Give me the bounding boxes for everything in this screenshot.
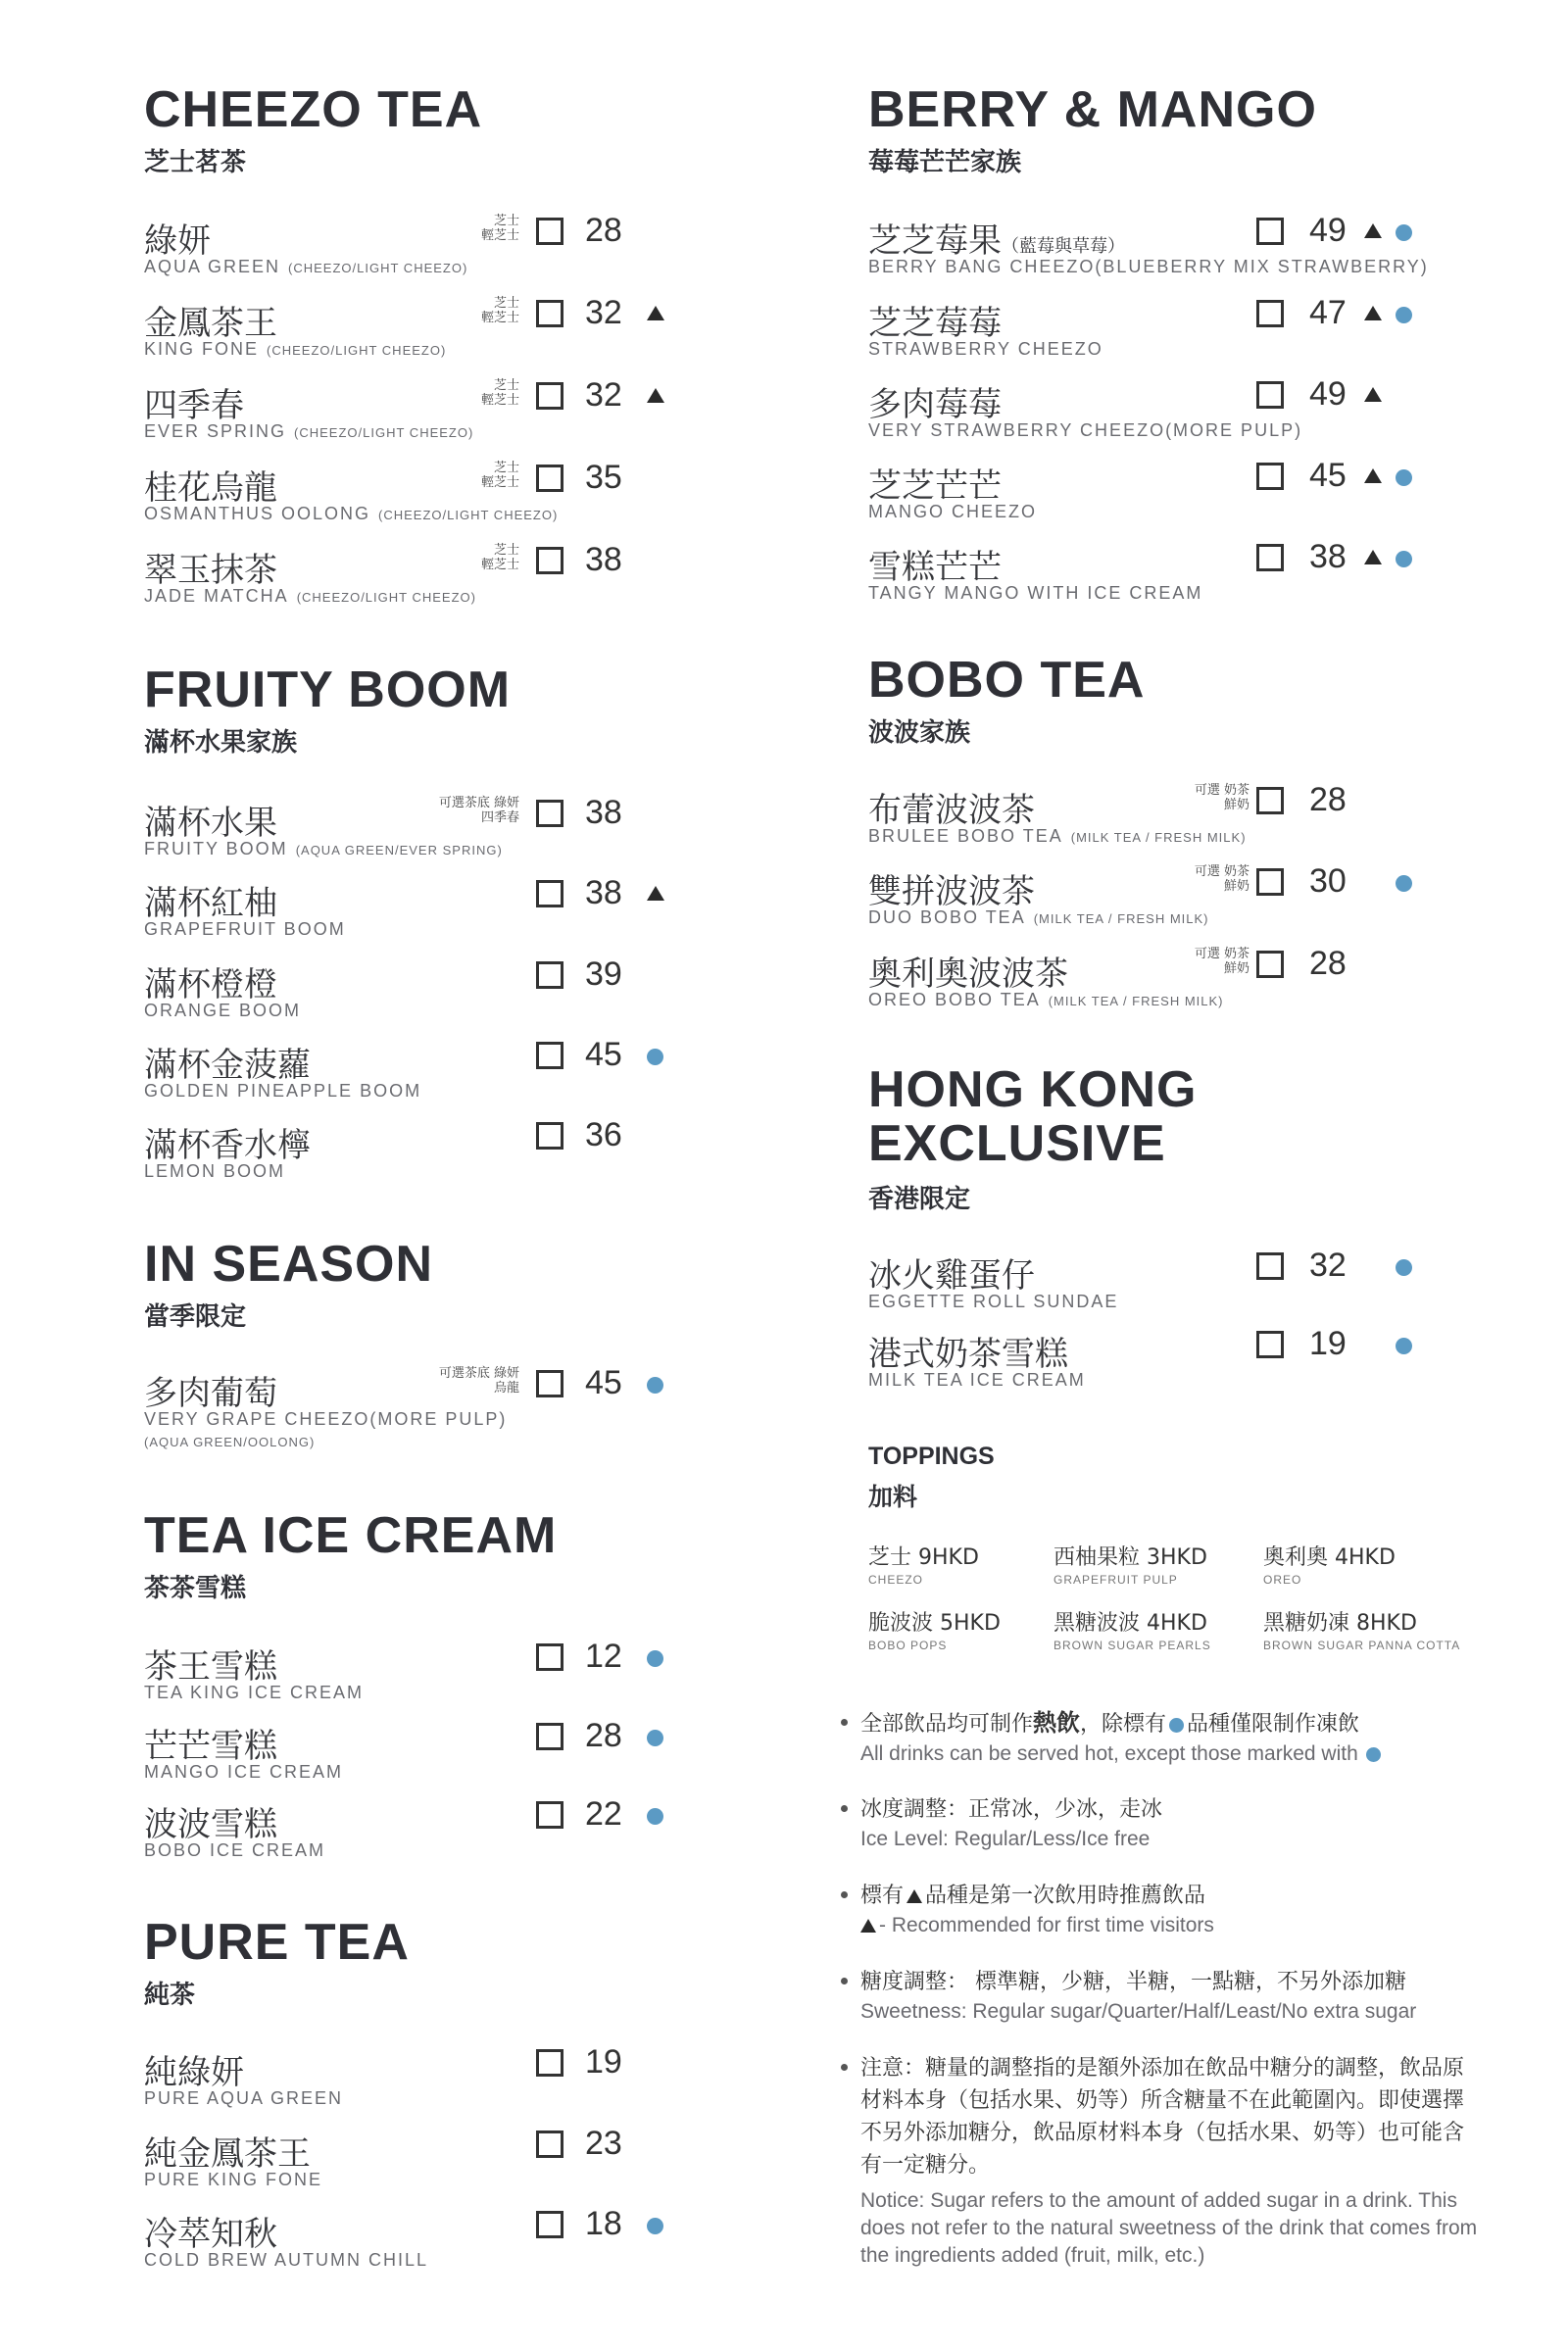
checkbox[interactable] — [536, 961, 564, 989]
item-name-text: 茶王雪糕 — [144, 1647, 277, 1687]
item-option-label: 芝士 輕芝士 — [480, 296, 519, 325]
topping-name: 黑糖波波 4HKD — [1054, 1611, 1207, 1636]
item-name-en — [144, 1683, 364, 1703]
blue-dot-icon — [647, 1650, 663, 1667]
item-name-zh — [868, 1249, 1035, 1297]
checkbox[interactable] — [536, 218, 564, 245]
blue-dot-icon — [1396, 1259, 1412, 1276]
item-option-label: 可選 奶茶 鮮奶 — [1194, 864, 1250, 894]
menu-item[interactable] — [868, 540, 1425, 609]
item-name-en-text: DUO BOBO TEA — [868, 907, 1026, 927]
item-option-label: 芝士 輕芝士 — [480, 378, 519, 408]
item-name-text: 芝芝莓果 — [868, 221, 1002, 261]
bullet — [841, 1891, 848, 1898]
checkbox[interactable] — [1256, 951, 1284, 978]
item-name-en — [868, 990, 1224, 1010]
triangle-icon — [1364, 550, 1382, 564]
menu-item[interactable] — [144, 1719, 676, 1788]
item-name-en — [868, 826, 1247, 847]
item-name-en — [144, 1762, 343, 1783]
triangle-icon — [1364, 387, 1382, 402]
section-title: TEA ICE CREAM — [144, 1507, 558, 1564]
item-price: 28 — [1309, 945, 1347, 982]
blue-dot-icon — [647, 2218, 663, 2234]
topping-name: 脆波波 5HKD — [868, 1611, 1001, 1636]
section-subtitle: 香港限定 — [868, 1185, 971, 1214]
item-name-zh — [144, 2127, 311, 2175]
section-subtitle: 波波家族 — [868, 718, 971, 748]
item-price: 19 — [1309, 1325, 1347, 1362]
item-price: 28 — [585, 1717, 622, 1754]
note-text: ，除標有 — [1080, 1712, 1167, 1737]
item-name-en-text: PURE KING FONE — [144, 2170, 323, 2189]
topping-name-en: OREO — [1263, 1573, 1302, 1587]
checkbox[interactable] — [1256, 463, 1284, 490]
item-name-zh — [144, 1366, 277, 1414]
triangle-icon — [860, 1919, 876, 1933]
item-name-en — [868, 420, 1302, 441]
item-price: 32 — [585, 294, 622, 331]
item-name-en — [868, 583, 1202, 604]
blue-dot-icon — [647, 1730, 663, 1746]
section-subtitle: 芝士茗茶 — [144, 148, 247, 177]
item-name-en — [144, 257, 467, 277]
section-title: CHEEZO TEA — [144, 81, 483, 138]
item-name-zh — [144, 876, 277, 924]
blue-dot-icon — [1396, 875, 1412, 892]
item-price: 38 — [585, 541, 622, 578]
item-price: 45 — [585, 1036, 622, 1073]
item-name-en-note: (MILK TEA / FRESH MILK) — [1070, 830, 1247, 845]
item-name-zh — [144, 1640, 277, 1688]
item-name-text: 雙拼波波茶 — [868, 872, 1035, 911]
item-name-text: 純綠妍 — [144, 2053, 244, 2092]
section-title: BOBO TEA — [868, 652, 1146, 709]
item-name-text: 波波雪糕 — [144, 1805, 277, 1844]
triangle-icon — [906, 1889, 922, 1903]
item-name-zh — [868, 1327, 1068, 1375]
checkbox[interactable] — [536, 880, 564, 907]
menu-item[interactable] — [144, 2045, 676, 2114]
checkbox[interactable] — [1256, 300, 1284, 327]
item-name-en-text: EVER SPRING — [144, 421, 287, 441]
item-name-en-text: TEA KING ICE CREAM — [144, 1683, 365, 1702]
item-name-zh — [144, 957, 277, 1005]
menu-item[interactable] — [868, 377, 1425, 446]
item-name-zh — [868, 864, 1035, 912]
item-name-zh — [868, 459, 1002, 507]
blue-dot-icon — [1396, 551, 1412, 567]
item-name-en-text: LEMON BOOM — [144, 1161, 286, 1181]
menu-item[interactable] — [144, 214, 676, 282]
checkbox[interactable] — [536, 1122, 564, 1150]
topping-name: 西柚果粒 3HKD — [1054, 1545, 1207, 1570]
menu-item[interactable] — [868, 296, 1425, 365]
menu-item[interactable] — [144, 2127, 676, 2195]
blue-dot-icon — [647, 1808, 663, 1825]
item-name-en — [144, 2088, 343, 2109]
note-text: 標有 — [860, 1884, 905, 1908]
item-name-en-note: (MILK TEA / FRESH MILK) — [1048, 994, 1224, 1008]
item-name-en-text: AQUA GREEN — [144, 257, 281, 276]
item-name-en-note: (CHEEZO/LIGHT CHEEZO) — [378, 508, 559, 522]
item-name-en — [144, 2170, 322, 2190]
item-price: 35 — [585, 459, 622, 496]
item-name-zh — [144, 1038, 311, 1086]
item-name-text: 雪糕芒芒 — [868, 548, 1002, 587]
item-name-text: 多肉葡萄 — [144, 1374, 277, 1413]
section-subtitle: 茶茶雪糕 — [144, 1574, 247, 1603]
bullet — [841, 1805, 848, 1812]
item-name-en-text: BRULEE BOBO TEA — [868, 826, 1063, 846]
blue-dot-icon — [1396, 307, 1412, 323]
item-name-text: 布蕾波波茶 — [868, 791, 1035, 830]
item-name-en — [868, 907, 1209, 928]
item-name-en-text: VERY STRAWBERRY CHEEZO(MORE PULP) — [868, 420, 1303, 440]
note-bold-text: 熱飲 — [1033, 1709, 1081, 1737]
item-name-en — [144, 586, 476, 607]
note-text: 品種是第一次飲用時推薦飲品 — [925, 1884, 1206, 1908]
toppings-title: TOPPINGS — [868, 1443, 995, 1470]
item-price: 49 — [1309, 375, 1347, 413]
checkbox[interactable] — [536, 1723, 564, 1750]
item-name-zh — [868, 783, 1035, 831]
bullet — [841, 1719, 848, 1726]
triangle-icon — [1364, 223, 1382, 238]
menu-item[interactable] — [144, 461, 676, 529]
note-text: 品種僅限制作凍飲 — [1187, 1712, 1360, 1737]
item-name-en — [144, 839, 503, 859]
item-name-en-text: MILK TEA ICE CREAM — [868, 1370, 1086, 1390]
item-price: 36 — [585, 1116, 622, 1153]
item-price: 22 — [585, 1795, 622, 1833]
section-subtitle: 純茶 — [144, 1981, 196, 2010]
topping-name: 奧利奧 4HKD — [1263, 1545, 1396, 1570]
item-name-en — [144, 1840, 325, 1861]
topping-name-en: CHEEZO — [868, 1573, 924, 1587]
item-name-en — [144, 919, 346, 940]
menu-item[interactable] — [144, 378, 676, 447]
item-name-zh — [144, 796, 277, 844]
item-name-zh — [144, 1118, 311, 1166]
blue-dot-icon — [1169, 1718, 1184, 1733]
menu-item[interactable] — [144, 876, 676, 945]
item-name-zh — [144, 214, 211, 262]
topping-name-en: GRAPEFRUIT PULP — [1054, 1573, 1178, 1587]
item-name-en-text: GRAPEFRUIT BOOM — [144, 919, 346, 939]
item-name-en-text: BERRY BANG CHEEZO(BLUEBERRY MIX STRAWBERRY) — [868, 257, 1429, 276]
item-option-label: 可選茶底 綠妍 烏龍 — [438, 1366, 519, 1396]
menu-item[interactable] — [868, 947, 1425, 1015]
item-option-label: 芝士 輕芝士 — [480, 214, 519, 243]
item-name-zh — [144, 1719, 277, 1767]
note-text-en: Notice: Sugar refers to the amount of added sugar in a drink. This does not refer to the natural sweetness of the drink that comes from the ingredients added (fruit, milk, etc.) — [860, 2189, 1478, 2267]
item-name-en-note: (CHEEZO/LIGHT CHEEZO) — [267, 343, 447, 358]
checkbox[interactable] — [1256, 381, 1284, 409]
item-name-zh — [144, 2045, 244, 2093]
note-text: 冰度調整：正常冰，少冰，走冰 — [860, 1797, 1163, 1822]
note-hot-drinks — [860, 1707, 1488, 1768]
item-name-text: 冰火雞蛋仔 — [868, 1256, 1035, 1296]
checkbox[interactable] — [536, 800, 564, 827]
item-option-label: 可選 奶茶 鮮奶 — [1194, 947, 1250, 976]
checkbox[interactable] — [536, 1370, 564, 1397]
item-price: 23 — [585, 2125, 622, 2162]
item-name-text: 港式奶茶雪糕 — [868, 1335, 1068, 1374]
item-name-en-text: TANGY MANGO WITH ICE CREAM — [868, 583, 1203, 603]
section-subtitle: 滿杯水果家族 — [144, 728, 298, 758]
item-name-en — [144, 1409, 507, 1430]
checkbox[interactable] — [536, 2211, 564, 2238]
menu-item[interactable] — [144, 957, 676, 1026]
item-name-zh — [144, 1797, 277, 1845]
item-name-text: 桂花烏龍 — [144, 468, 277, 508]
item-option-label: 可選 奶茶 鮮奶 — [1194, 783, 1250, 812]
item-name-en-text: FRUITY BOOM — [144, 839, 288, 858]
item-name-en — [868, 502, 1037, 522]
item-name-en — [868, 257, 1429, 277]
item-name-text: 滿杯紅柚 — [144, 884, 277, 923]
item-name-en-note: (AQUA GREEN/EVER SPRING) — [295, 843, 503, 857]
menu-item[interactable] — [144, 296, 676, 365]
item-name-en-text: EGGETTE ROLL SUNDAE — [868, 1292, 1119, 1311]
section-subtitle: 當季限定 — [144, 1302, 247, 1332]
item-name-text: 冷萃知秋 — [144, 2215, 277, 2254]
section-subtitle: 莓莓芒芒家族 — [868, 148, 1022, 177]
item-price: 18 — [585, 2205, 622, 2242]
item-option-label: 可選茶底 綠妍 四季春 — [438, 796, 519, 825]
blue-dot-icon — [1396, 1338, 1412, 1354]
item-price: 47 — [1309, 294, 1347, 331]
item-name-en-text: ORANGE BOOM — [144, 1001, 302, 1020]
checkbox[interactable] — [536, 465, 564, 492]
item-name-text: 芝芝芒芒 — [868, 466, 1002, 506]
item-name-en-text: BOBO ICE CREAM — [144, 1840, 326, 1860]
checkbox[interactable] — [1256, 544, 1284, 571]
blue-dot-icon — [1396, 224, 1412, 241]
note-ice-level — [860, 1793, 1488, 1853]
menu-item[interactable] — [144, 2207, 676, 2276]
item-name-zh — [144, 543, 277, 591]
triangle-icon — [647, 388, 664, 403]
item-price: 38 — [585, 874, 622, 911]
item-name-text: 奧利奧波波茶 — [868, 955, 1068, 994]
menu-item[interactable] — [868, 783, 1425, 852]
note-text-en: - Recommended for first time visitors — [879, 1914, 1214, 1936]
checkbox[interactable] — [536, 2131, 564, 2158]
menu-item[interactable] — [144, 1038, 676, 1106]
menu-item[interactable] — [868, 459, 1425, 527]
item-name-en — [144, 421, 473, 442]
item-name-text: 滿杯金菠蘿 — [144, 1046, 311, 1085]
item-name-text: 滿杯橙橙 — [144, 965, 277, 1004]
note-sweetness — [860, 1966, 1488, 2026]
triangle-icon — [647, 306, 664, 320]
item-name-text: 翠玉抹茶 — [144, 551, 277, 590]
item-name-en-note: (CHEEZO/LIGHT CHEEZO) — [288, 261, 468, 275]
item-name-text: 純金鳳茶王 — [144, 2134, 311, 2174]
menu-item[interactable] — [144, 1640, 676, 1708]
menu-item[interactable] — [144, 543, 676, 612]
section-title: PURE TEA — [144, 1914, 410, 1971]
item-name-en — [144, 339, 446, 360]
note-text-en: Sweetness: Regular sugar/Quarter/Half/Least/No extra sugar — [860, 2000, 1417, 2023]
menu-item[interactable] — [868, 1327, 1425, 1396]
note-text-en: Ice Level: Regular/Less/Ice free — [860, 1828, 1151, 1850]
note-text: 注意：糖量的調整指的是額外添加在飲品中糖分的調整，飲品原材料本身（包括水果、奶等）所含糖量不在此範圍內。即使選擇不另外添加糖分，飲品原材料本身（包括水果、奶等）也可能含有一定糖分。 — [860, 2056, 1465, 2178]
bullet — [841, 2064, 848, 2071]
item-price: 28 — [1309, 781, 1347, 818]
checkbox[interactable] — [1256, 787, 1284, 814]
item-name-zh — [144, 2207, 277, 2255]
item-price: 39 — [585, 955, 622, 993]
section-title: HONG KONG EXCLUSIVE — [868, 1061, 1198, 1172]
triangle-icon — [1364, 306, 1382, 320]
item-name-en-note: (CHEEZO/LIGHT CHEEZO) — [296, 590, 476, 605]
item-name-text: 芒芒雪糕 — [144, 1727, 277, 1766]
item-name-en — [144, 1001, 301, 1021]
triangle-icon — [1364, 468, 1382, 483]
note-recommended — [860, 1880, 1488, 1939]
item-name-en-text: MANGO ICE CREAM — [144, 1762, 344, 1782]
item-name-en — [868, 1292, 1118, 1312]
checkbox[interactable] — [1256, 1331, 1284, 1358]
checkbox[interactable] — [1256, 1252, 1284, 1280]
item-price: 45 — [585, 1364, 622, 1401]
item-name-en-text: VERY GRAPE CHEEZO(MORE PULP) — [144, 1409, 508, 1429]
item-name-zh — [868, 540, 1002, 588]
item-option-label: 芝士 輕芝士 — [480, 543, 519, 572]
item-name-en-text: PURE AQUA GREEN — [144, 2088, 344, 2108]
item-price: 32 — [585, 376, 622, 414]
menu-item[interactable] — [144, 1364, 676, 1449]
item-name-zh — [868, 296, 1002, 344]
item-price: 12 — [585, 1638, 622, 1675]
item-name-en-text: GOLDEN PINEAPPLE BOOM — [144, 1081, 422, 1101]
blue-dot-icon — [647, 1377, 663, 1394]
item-name-en-note: (MILK TEA / FRESH MILK) — [1033, 911, 1209, 926]
item-name-text: 四季春 — [144, 386, 244, 425]
menu-item[interactable] — [144, 1797, 676, 1866]
item-name-en-text: STRAWBERRY CHEEZO — [868, 339, 1103, 359]
note-text-en: All drinks can be served hot, except those marked with — [860, 1742, 1358, 1765]
item-price: 38 — [585, 794, 622, 831]
item-name-zh — [144, 378, 244, 426]
blue-dot-icon — [1396, 469, 1412, 486]
item-price: 38 — [1309, 538, 1347, 575]
item-name-en-note: (AQUA GREEN/OOLONG) — [144, 1435, 316, 1449]
bullet — [841, 1978, 848, 1984]
topping-name: 芝士 9HKD — [868, 1545, 979, 1570]
note-text: 全部飲品均可制作 — [860, 1712, 1034, 1737]
checkbox[interactable] — [536, 1801, 564, 1829]
toppings-subtitle: 加料 — [868, 1483, 918, 1511]
triangle-icon — [647, 886, 664, 901]
menu-item[interactable] — [868, 864, 1425, 933]
item-name-text: 多肉莓莓 — [868, 385, 1002, 424]
checkbox[interactable] — [1256, 868, 1284, 896]
checkbox[interactable] — [1256, 218, 1284, 245]
item-name-zh — [144, 461, 277, 509]
note-sugar-notice — [860, 2052, 1478, 2270]
topping-name: 黑糖奶凍 8HKD — [1263, 1611, 1417, 1636]
item-name-en — [868, 1370, 1086, 1391]
item-option-label: 芝士 輕芝士 — [480, 461, 519, 490]
item-name-en — [144, 1081, 421, 1102]
item-name-text: 滿杯水果 — [144, 804, 277, 843]
menu-item[interactable] — [144, 1118, 676, 1187]
item-name-en-text: COLD BREW AUTUMN CHILL — [144, 2250, 429, 2270]
item-name-zh — [144, 296, 277, 344]
item-name-en — [144, 2250, 428, 2271]
item-name-text: 芝芝莓莓 — [868, 304, 1002, 343]
note-text: 糖度調整： 標準糖，少糖，半糖，一點糖，不另外添加糖 — [860, 1970, 1406, 1994]
item-name-en — [868, 339, 1103, 360]
section-title: BERRY & MANGO — [868, 81, 1317, 138]
item-name-note: （藍莓與草莓） — [1002, 236, 1125, 257]
item-price: 49 — [1309, 212, 1347, 249]
item-name-text: 金鳳茶王 — [144, 304, 277, 343]
menu-item[interactable] — [144, 796, 676, 864]
item-price: 32 — [1309, 1247, 1347, 1284]
item-name-en-text: KING FONE — [144, 339, 260, 359]
item-price: 45 — [1309, 457, 1347, 494]
checkbox[interactable] — [536, 1643, 564, 1671]
item-price: 19 — [585, 2043, 622, 2081]
checkbox[interactable] — [536, 1042, 564, 1069]
topping-name-en: BROWN SUGAR PEARLS — [1054, 1639, 1211, 1652]
section-title: FRUITY BOOM — [144, 661, 512, 718]
menu-item[interactable] — [868, 212, 1429, 282]
item-name-en-text: OSMANTHUS OOLONG — [144, 504, 371, 523]
item-name-en-note: (CHEEZO/LIGHT CHEEZO) — [294, 425, 474, 440]
blue-dot-icon — [1366, 1747, 1381, 1762]
section-title: IN SEASON — [144, 1236, 434, 1293]
item-name-text: 綠妍 — [144, 221, 211, 261]
checkbox[interactable] — [536, 300, 564, 327]
menu-item[interactable] — [868, 1249, 1425, 1317]
item-name-en-text: MANGO CHEEZO — [868, 502, 1038, 521]
item-name-en-text: JADE MATCHA — [144, 586, 289, 606]
topping-name-en: BROWN SUGAR PANNA COTTA — [1263, 1639, 1461, 1652]
checkbox[interactable] — [536, 547, 564, 574]
checkbox[interactable] — [536, 2049, 564, 2077]
item-name-en — [144, 504, 558, 524]
checkbox[interactable] — [536, 382, 564, 410]
item-name-zh — [868, 214, 1125, 262]
item-name-zh — [868, 947, 1068, 995]
blue-dot-icon — [647, 1049, 663, 1065]
item-name-en — [144, 1161, 285, 1182]
item-name-zh — [868, 377, 1002, 425]
topping-name-en: BOBO POPS — [868, 1639, 948, 1652]
item-name-en-text: OREO BOBO TEA — [868, 990, 1041, 1009]
item-name-text: 滿杯香水檸 — [144, 1126, 311, 1165]
item-price: 30 — [1309, 862, 1347, 900]
item-price: 28 — [585, 212, 622, 249]
